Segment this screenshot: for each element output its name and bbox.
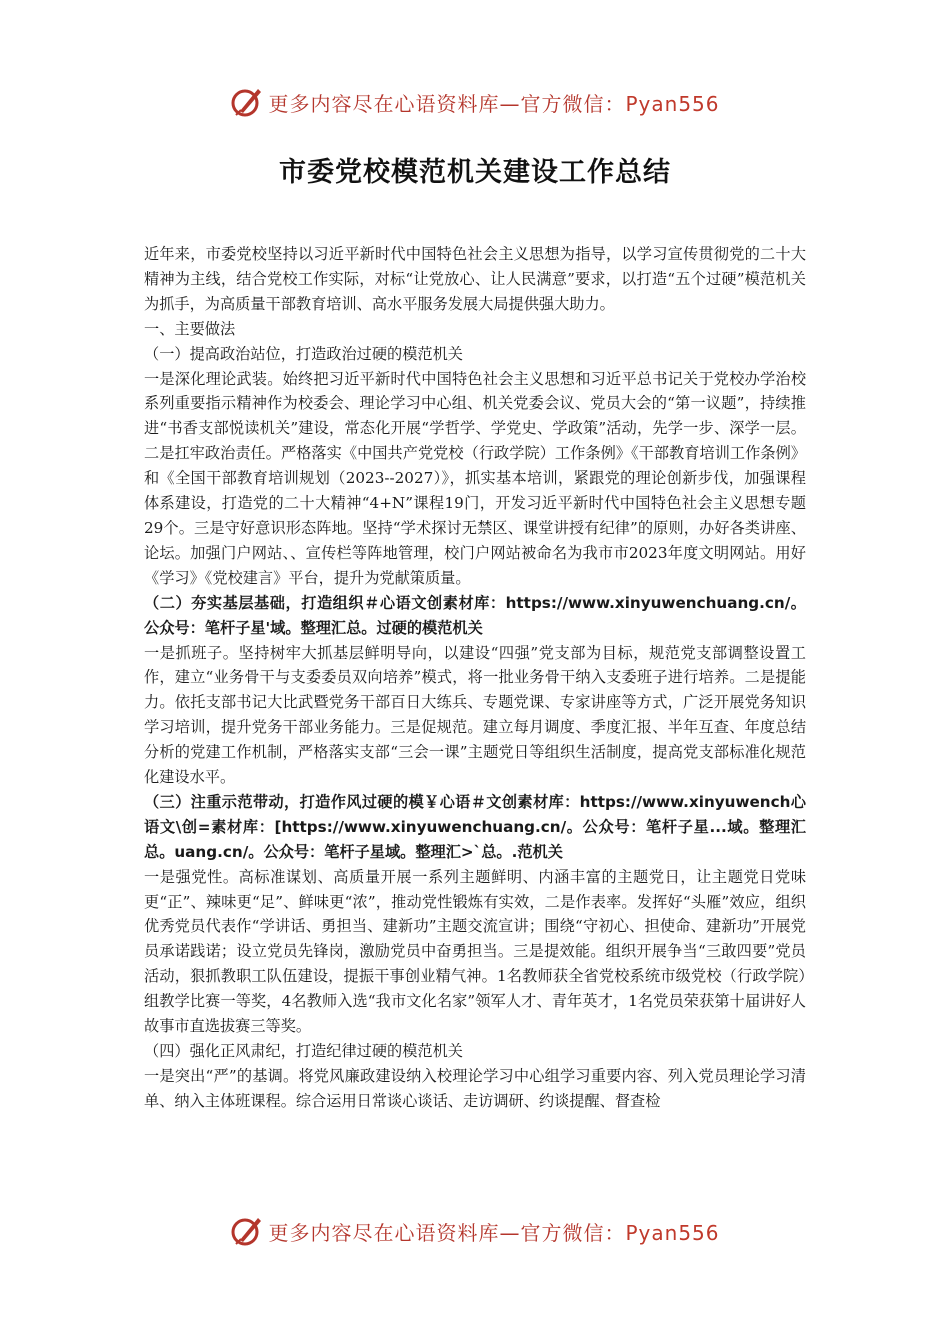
- subsection-heading-2: （二）夯实基层基础，打造组织＃心语文创素材库：https://www.xinyuwenchuang.cn/。公众号：笔杆子星'域。整理汇总。过硬的模范机关: [144, 593, 806, 637]
- header-banner: [0, 82, 950, 122]
- quill-pen-logo-icon: [230, 1214, 264, 1248]
- quill-pen-logo-icon: [230, 85, 264, 119]
- document-title: 市委党校模范机关建设工作总结: [279, 157, 671, 188]
- body-paragraph: 一是抓班子。坚持树牢大抓基层鲜明导向，以建设“四强”党支部为目标，规范党支部调整设置工作，建立“业务骨干与支委委员双向培养”模式，将一批业务骨干纳入支委班子进行培养。二是提能力。依托支部书记大比武暨党务干部百日大练兵、专题党课、专家讲座等方式，广泛开展党务知识学习培训，提升党务干部业务能力。三是促规范。建立每月调度、季度汇报、半年互查、年度总结分析的党建工作机制，严格落实支部“三会一课”主题党日等组织生活制度，提高党支部标准化规范化建设水平。: [144, 643, 806, 787]
- section-heading-1: 一、主要做法: [144, 319, 236, 338]
- footer-wechat-id: Pyan556: [625, 1220, 720, 1245]
- header-banner-text: [268, 88, 719, 117]
- header-banner-main: 更多内容尽在心语资料库—官方微信：: [268, 91, 626, 116]
- subsection-heading-4: （四）强化正风肃纪，打造纪律过硬的模范机关: [144, 1042, 463, 1060]
- body-paragraph: 一是深化理论武装。始终把习近平新时代中国特色社会主义思想和习近平总书记关于党校办学治校系列重要指示精神作为校委会、理论学习中心组、机关党委会议、党员大会的“第一议题”，持续推进“书香支部悦读机关”建设，常态化开展“学哲学、学党史、学政策”活动，先学一步、深学一层。二是扛牢政治责任。严格落实《中国共产党党校（行政学院）工作条例》《干部教育培训工作条例》和《全国干部教育培训规划（2023--2027）》，抓实基本培训，紧跟党的理论创新步伐，加强课程体系建设，打造党的二十大精神“4+N”课程19门，开发习近平新时代中国特色社会主义思想专题29个。三是守好意识形态阵地。坚持“学术探讨无禁区、课堂讲授有纪律”的原则，办好各类讲座、论坛。加强门户网站、、宣传栏等阵地管理，校门户网站被命名为我市市2023年度文明网站。用好《学习》《党校建言》平台，提升为党献策质量。: [144, 369, 806, 587]
- document-body: [144, 242, 806, 1114]
- subsection-heading-1: （一）提高政治站位，打造政治过硬的模范机关: [144, 344, 463, 363]
- footer-banner-main: 更多内容尽在心语资料库—官方微信：: [268, 1220, 626, 1245]
- footer-banner: [0, 1211, 950, 1251]
- body-paragraph: 一是突出“严”的基调。将党风廉政建设纳入校理论学习中心组学习重要内容、列入党员理论学习清单、纳入主体班课程。综合运用日常谈心谈话、走访调研、约谈提醒、督查检: [144, 1066, 806, 1110]
- intro-paragraph: 近年来，市委党校坚持以习近平新时代中国特色社会主义思想为指导，以学习宣传贯彻党的二十大精神为主线，结合党校工作实际，对标“让党放心、让人民满意”要求，以打造“五个过硬”模范机关为抓手，为高质量干部教育培训、高水平服务发展大局提供强大助力。: [144, 245, 806, 313]
- subsection-heading-3: （三）注重示范带动，打造作风过硬的模￥心语＃文创素材库：https://www.xinyuwench心语文\创=素材库：[https://www.xinyuwenchuang.cn/。公众号：笔杆子星...域。整理汇总。uang.cn/。公众号：笔杆子星域。整理汇>`总。.范机关: [144, 792, 806, 861]
- header-wechat-id: Pyan556: [625, 91, 720, 116]
- body-paragraph: 一是强党性。高标准谋划、高质量开展一系列主题鲜明、内涵丰富的主题党日，让主题党日党味更“正”、辣味更“足”、鲜味更“浓”，推动党性锻炼有实效，二是作表率。发挥好“头雁”效应，组织优秀党员代表作“学讲话、勇担当、建新功”主题交流宣讲；围绕“守初心、担使命、建新功”开展党员承诺践诺；设立党员先锋岗，激励党员中奋勇担当。三是提效能。组织开展争当“三敢四要”党员活动，狠抓教职工队伍建设，提振干事创业精气神。1名教师获全省党校系统市级党校（行政学院）组教学比赛一等奖，4名教师入选“我市文化名家”领军人才、青年英才，1名党员荣获第十届讲好人故事市直选拔赛三等奖。: [144, 867, 806, 1036]
- footer-banner-text: [268, 1217, 719, 1246]
